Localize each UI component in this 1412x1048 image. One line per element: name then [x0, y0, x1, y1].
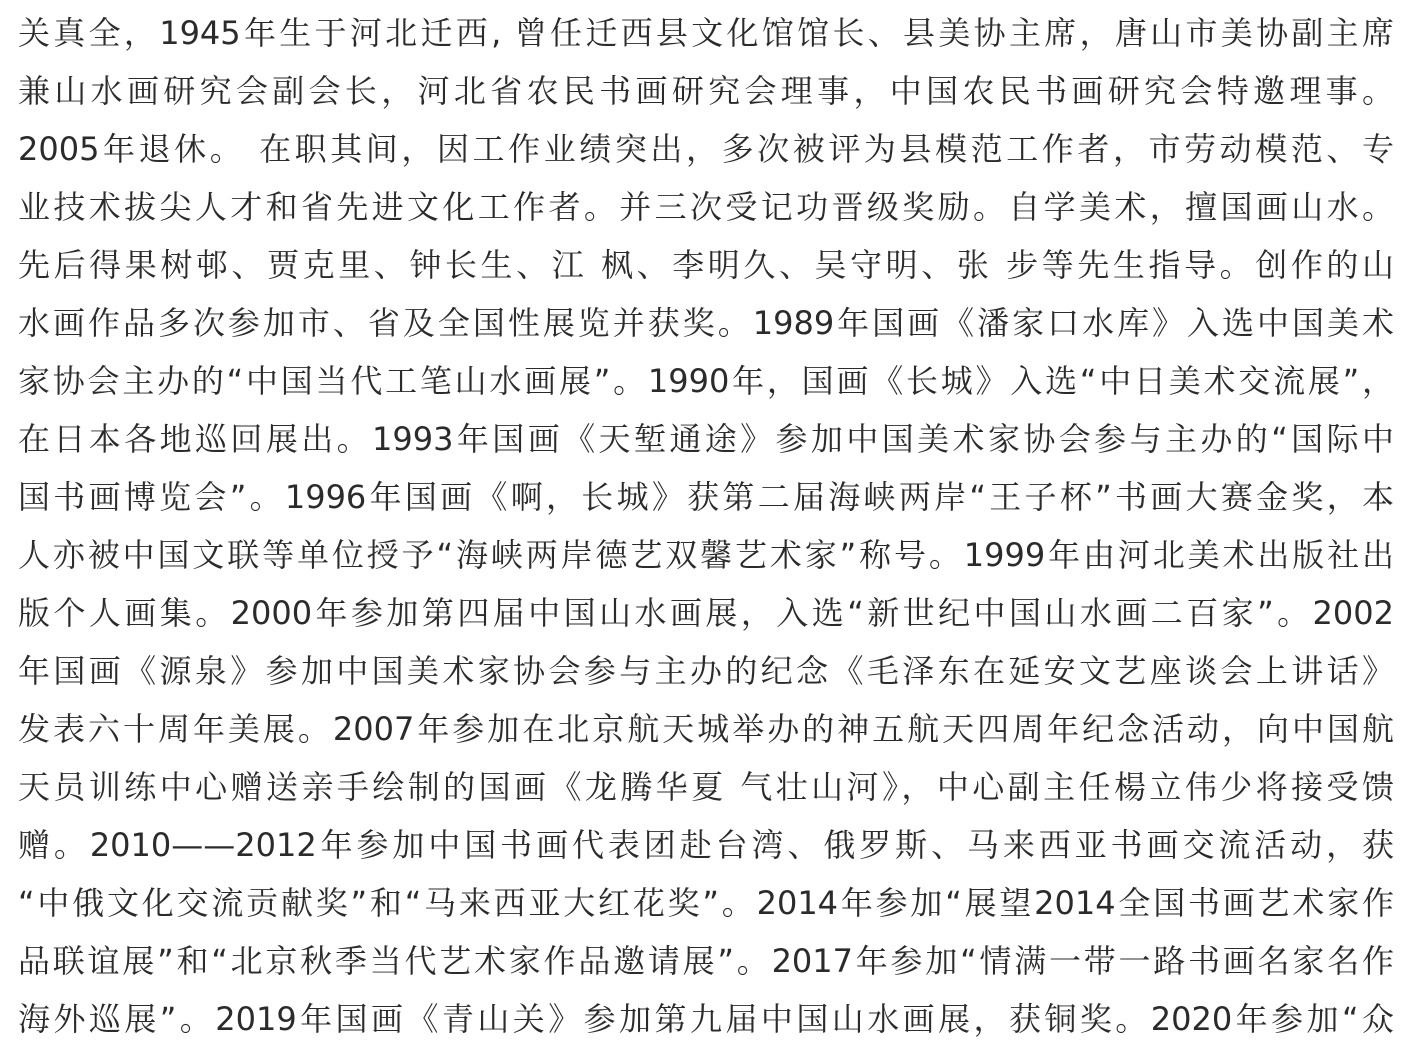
text-line: 在日本各地巡回展出。1993年国画《天堑通途》参加中国美术家协会参与主办的“国际中	[18, 420, 1394, 458]
text-line: 版个人画集。2000年参加第四届中国山水画展，入选“新世纪中国山水画二百家”。2002	[18, 594, 1394, 632]
text-line: 年国画《源泉》参加中国美术家协会参与主办的纪念《毛泽东在延安文艺座谈会上讲话》	[18, 652, 1394, 690]
text-line: 业技术拔尖人才和省先进文化工作者。并三次受记功晋级奖励。自学美术，擅国画山水。	[18, 188, 1394, 226]
text-line: 人亦被中国文联等单位授予“海峡两岸德艺双馨艺术家”称号。1999年由河北美术出版社出	[18, 536, 1394, 574]
text-line: 国书画博览会”。1996年国画《啊，长城》获第二届海峡两岸“王子杯”书画大赛金奖，本	[18, 478, 1394, 516]
biography-text	[18, 4, 1394, 1048]
text-line: 关真全，1945年生于河北迁西, 曾任迁西县文化馆馆长、县美协主席，唐山市美协副主席	[18, 14, 1394, 52]
text-line: 2005年退休。 在职其间，因工作业绩突出，多次被评为县模范工作者，市劳动模范、专	[18, 130, 1394, 168]
text-line: “中俄文化交流贡献奖”和“马来西亚大红花奖”。2014年参加“展望2014全国书画艺术家作	[18, 884, 1394, 922]
text-line: 发表六十周年美展。2007年参加在北京航天城举办的神五航天四周年纪念活动，向中国航	[18, 710, 1394, 748]
text-line: 水画作品多次参加市、省及全国性展览并获奖。1989年国画《潘家口水库》入选中国美术	[18, 304, 1394, 342]
text-line: 家协会主办的“中国当代工笔山水画展”。1990年，国画《长城》入选“中日美术交流展”，	[18, 362, 1394, 400]
text-line: 海外巡展”。2019年国画《青山关》参加第九届中国山水画展，获铜奖。2020年参加“众	[18, 1000, 1394, 1038]
text-line: 品联谊展”和“北京秋季当代艺术家作品邀请展”。2017年参加“情满一带一路书画名家名作	[18, 942, 1394, 980]
text-line: 先后得果树邨、贾克里、钟长生、江 枫、李明久、吴守明、张 步等先生指导。创作的山	[18, 246, 1394, 284]
text-line: 兼山水画研究会副会长，河北省农民书画研究会理事，中国农民书画研究会特邀理事。	[18, 72, 1394, 110]
text-line: 赠。2010——2012年参加中国书画代表团赴台湾、俄罗斯、马来西亚书画交流活动，获	[18, 826, 1394, 864]
text-line: 天员训练中心赠送亲手绘制的国画《龙腾华夏 气壮山河》，中心副主任楊立伟少将接受馈	[18, 768, 1394, 806]
